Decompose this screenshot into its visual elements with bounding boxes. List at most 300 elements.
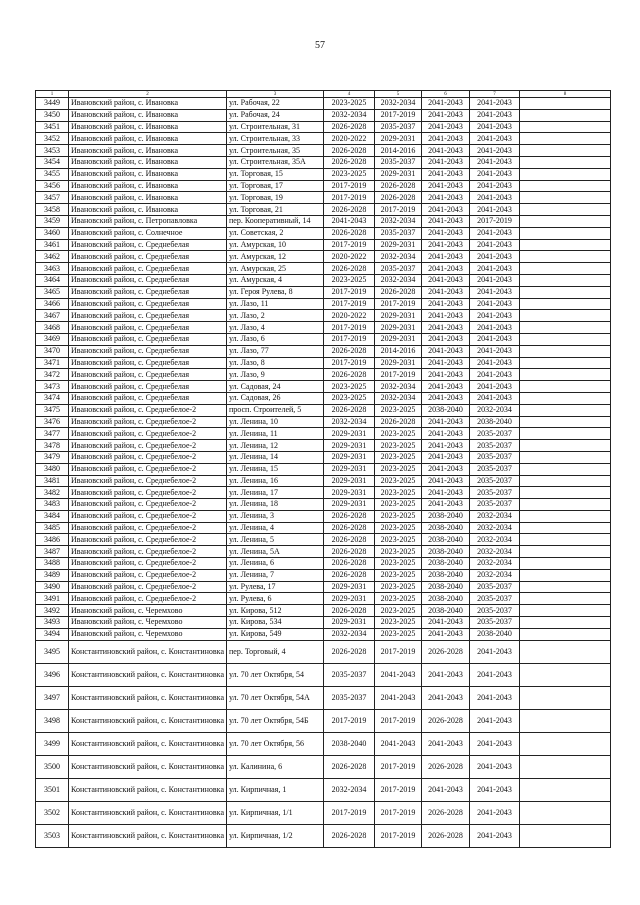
table-row <box>36 546 611 558</box>
row-period-6: 2026-2028 <box>422 824 470 847</box>
row-period-7: 2041-2043 <box>470 239 520 251</box>
row-period-7: 2032-2034 <box>470 534 520 546</box>
row-address: ул. Ленина, 4 <box>227 522 324 534</box>
row-period-5: 2023-2025 <box>375 463 422 475</box>
row-number: 3453 <box>36 145 69 157</box>
row-period-5: 2029-2031 <box>375 133 422 145</box>
table-row <box>36 345 611 357</box>
row-column-8 <box>520 499 611 511</box>
row-period-5: 2035-2037 <box>375 121 422 133</box>
table-row <box>36 133 611 145</box>
row-period-6: 2038-2040 <box>422 605 470 617</box>
row-address: ул. Торговая, 15 <box>227 168 324 180</box>
row-period-5: 2026-2028 <box>375 192 422 204</box>
row-period-7: 2041-2043 <box>470 392 520 404</box>
table-row <box>36 404 611 416</box>
row-address: ул. Строительная, 31 <box>227 121 324 133</box>
row-period-7: 2032-2034 <box>470 558 520 570</box>
row-location: Ивановский район, с. Среднебелое-2 <box>69 428 227 440</box>
row-location: Ивановский район, с. Среднебелая <box>69 369 227 381</box>
row-column-8 <box>520 204 611 216</box>
row-number: 3470 <box>36 345 69 357</box>
row-period-7: 2041-2043 <box>470 333 520 345</box>
row-period-6: 2041-2043 <box>422 251 470 263</box>
row-address: ул. Торговая, 17 <box>227 180 324 192</box>
row-period-5: 2017-2019 <box>375 755 422 778</box>
row-period-6: 2041-2043 <box>422 204 470 216</box>
table-row <box>36 440 611 452</box>
row-number: 3494 <box>36 628 69 640</box>
row-number: 3490 <box>36 581 69 593</box>
row-period-4: 2026-2028 <box>324 605 375 617</box>
table-row <box>36 357 611 369</box>
row-period-6: 2041-2043 <box>422 663 470 686</box>
row-address: ул. Ленина, 10 <box>227 416 324 428</box>
row-column-8 <box>520 416 611 428</box>
row-period-4: 2017-2019 <box>324 239 375 251</box>
row-period-7: 2035-2037 <box>470 499 520 511</box>
table-row <box>36 510 611 522</box>
table-row <box>36 369 611 381</box>
row-period-7: 2032-2034 <box>470 522 520 534</box>
row-period-5: 2023-2025 <box>375 581 422 593</box>
row-location: Ивановский район, с. Среднебелая <box>69 310 227 322</box>
row-period-5: 2023-2025 <box>375 558 422 570</box>
row-period-6: 2041-2043 <box>422 274 470 286</box>
row-column-8 <box>520 686 611 709</box>
row-period-5: 2026-2028 <box>375 286 422 298</box>
row-period-6: 2038-2040 <box>422 534 470 546</box>
row-period-4: 2029-2031 <box>324 428 375 440</box>
row-period-5: 2017-2019 <box>375 369 422 381</box>
row-column-8 <box>520 322 611 334</box>
row-number: 3485 <box>36 522 69 534</box>
row-period-4: 2020-2022 <box>324 133 375 145</box>
row-period-4: 2029-2031 <box>324 463 375 475</box>
row-number: 3464 <box>36 274 69 286</box>
row-column-8 <box>520 168 611 180</box>
row-period-4: 2029-2031 <box>324 499 375 511</box>
row-period-5: 2023-2025 <box>375 522 422 534</box>
row-number: 3466 <box>36 298 69 310</box>
row-period-4: 2026-2028 <box>324 121 375 133</box>
table-row <box>36 109 611 121</box>
row-period-4: 2026-2028 <box>324 546 375 558</box>
row-number: 3503 <box>36 824 69 847</box>
row-column-8 <box>520 98 611 110</box>
row-location: Ивановский район, с. Петропавловка <box>69 215 227 227</box>
row-period-6: 2041-2043 <box>422 145 470 157</box>
row-number: 3492 <box>36 605 69 617</box>
row-address: ул. Калинина, 6 <box>227 755 324 778</box>
table-row <box>36 534 611 546</box>
row-number: 3456 <box>36 180 69 192</box>
row-column-8 <box>520 145 611 157</box>
row-address: ул. Ленина, 7 <box>227 569 324 581</box>
row-period-5: 2017-2019 <box>375 640 422 663</box>
row-period-5: 2041-2043 <box>375 686 422 709</box>
row-column-8 <box>520 617 611 629</box>
row-period-6: 2041-2043 <box>422 428 470 440</box>
table-row <box>36 192 611 204</box>
row-location: Ивановский район, с. Среднебелое-2 <box>69 463 227 475</box>
row-column-8 <box>520 558 611 570</box>
row-number: 3500 <box>36 755 69 778</box>
row-number: 3478 <box>36 440 69 452</box>
table-row <box>36 168 611 180</box>
row-number: 3489 <box>36 569 69 581</box>
row-period-5: 2029-2031 <box>375 333 422 345</box>
table-row <box>36 156 611 168</box>
row-column-8 <box>520 663 611 686</box>
row-column-8 <box>520 251 611 263</box>
row-number: 3501 <box>36 778 69 801</box>
row-column-8 <box>520 121 611 133</box>
row-location: Ивановский район, с. Среднебелое-2 <box>69 534 227 546</box>
row-period-6: 2041-2043 <box>422 180 470 192</box>
row-column-8 <box>520 369 611 381</box>
row-period-7: 2032-2034 <box>470 404 520 416</box>
row-column-8 <box>520 180 611 192</box>
row-period-6: 2026-2028 <box>422 709 470 732</box>
row-location: Ивановский район, с. Ивановка <box>69 156 227 168</box>
column-number-row <box>36 91 611 98</box>
row-period-4: 2026-2028 <box>324 345 375 357</box>
row-column-8 <box>520 381 611 393</box>
row-column-8 <box>520 581 611 593</box>
row-location: Ивановский район, с. Среднебелое-2 <box>69 569 227 581</box>
row-period-5: 2017-2019 <box>375 109 422 121</box>
row-period-7: 2038-2040 <box>470 416 520 428</box>
row-column-8 <box>520 227 611 239</box>
row-period-7: 2041-2043 <box>470 732 520 755</box>
column-number: 1 <box>36 91 69 98</box>
row-period-7: 2035-2037 <box>470 451 520 463</box>
row-location: Ивановский район, с. Среднебелая <box>69 345 227 357</box>
row-period-7: 2041-2043 <box>470 357 520 369</box>
table-row <box>36 286 611 298</box>
row-address: ул. 70 лет Октября, 54Б <box>227 709 324 732</box>
row-period-6: 2041-2043 <box>422 98 470 110</box>
row-period-4: 2017-2019 <box>324 298 375 310</box>
row-period-5: 2035-2037 <box>375 156 422 168</box>
row-number: 3455 <box>36 168 69 180</box>
row-period-4: 2029-2031 <box>324 617 375 629</box>
row-column-8 <box>520 310 611 322</box>
row-number: 3457 <box>36 192 69 204</box>
row-period-6: 2041-2043 <box>422 215 470 227</box>
row-period-5: 2014-2016 <box>375 345 422 357</box>
table-row <box>36 204 611 216</box>
row-period-5: 2026-2028 <box>375 416 422 428</box>
row-period-4: 2023-2025 <box>324 274 375 286</box>
row-period-5: 2023-2025 <box>375 451 422 463</box>
row-column-8 <box>520 440 611 452</box>
row-period-6: 2041-2043 <box>422 392 470 404</box>
row-number: 3449 <box>36 98 69 110</box>
row-period-4: 2017-2019 <box>324 709 375 732</box>
table-row <box>36 428 611 440</box>
row-period-6: 2041-2043 <box>422 192 470 204</box>
table-row <box>36 778 611 801</box>
column-number: 4 <box>324 91 375 98</box>
row-address: ул. Кирпичная, 1/1 <box>227 801 324 824</box>
row-address: ул. Ленина, 15 <box>227 463 324 475</box>
row-period-4: 2032-2034 <box>324 628 375 640</box>
row-number: 3480 <box>36 463 69 475</box>
table-row <box>36 522 611 534</box>
row-period-5: 2017-2019 <box>375 204 422 216</box>
row-address: ул. Лазо, 9 <box>227 369 324 381</box>
column-number: 5 <box>375 91 422 98</box>
row-period-7: 2035-2037 <box>470 428 520 440</box>
row-period-6: 2041-2043 <box>422 463 470 475</box>
row-period-4: 2032-2034 <box>324 109 375 121</box>
row-number: 3474 <box>36 392 69 404</box>
row-number: 3473 <box>36 381 69 393</box>
row-location: Ивановский район, с. Среднебелое-2 <box>69 440 227 452</box>
row-period-6: 2041-2043 <box>422 109 470 121</box>
row-period-5: 2035-2037 <box>375 263 422 275</box>
row-period-6: 2041-2043 <box>422 451 470 463</box>
row-period-7: 2041-2043 <box>470 755 520 778</box>
row-address: ул. Кирова, 534 <box>227 617 324 629</box>
row-address: ул. Ленина, 14 <box>227 451 324 463</box>
row-period-5: 2023-2025 <box>375 534 422 546</box>
row-address: ул. Садовая, 26 <box>227 392 324 404</box>
row-location: Константиновский район, с. Константиновка <box>69 801 227 824</box>
row-period-6: 2041-2043 <box>422 286 470 298</box>
row-number: 3481 <box>36 475 69 487</box>
row-period-4: 2023-2025 <box>324 381 375 393</box>
row-period-4: 2026-2028 <box>324 156 375 168</box>
row-period-4: 2023-2025 <box>324 392 375 404</box>
row-period-6: 2041-2043 <box>422 381 470 393</box>
row-period-4: 2017-2019 <box>324 286 375 298</box>
row-address: ул. Рабочая, 22 <box>227 98 324 110</box>
row-column-8 <box>520 546 611 558</box>
row-period-7: 2035-2037 <box>470 581 520 593</box>
row-address: ул. 70 лет Октября, 54А <box>227 686 324 709</box>
row-period-7: 2041-2043 <box>470 686 520 709</box>
row-period-4: 2041-2043 <box>324 215 375 227</box>
row-period-6: 2041-2043 <box>422 416 470 428</box>
row-address: ул. Рулева, 17 <box>227 581 324 593</box>
row-column-8 <box>520 239 611 251</box>
row-number: 3462 <box>36 251 69 263</box>
row-period-5: 2023-2025 <box>375 593 422 605</box>
row-period-7: 2041-2043 <box>470 109 520 121</box>
row-period-5: 2017-2019 <box>375 824 422 847</box>
row-period-7: 2041-2043 <box>470 227 520 239</box>
row-period-4: 2020-2022 <box>324 251 375 263</box>
row-period-7: 2041-2043 <box>470 778 520 801</box>
row-period-5: 2023-2025 <box>375 440 422 452</box>
row-address: ул. Амурская, 4 <box>227 274 324 286</box>
row-number: 3467 <box>36 310 69 322</box>
row-location: Ивановский район, с. Среднебелая <box>69 381 227 393</box>
row-location: Ивановский район, с. Ивановка <box>69 133 227 145</box>
table-row <box>36 732 611 755</box>
row-period-5: 2023-2025 <box>375 499 422 511</box>
row-number: 3459 <box>36 215 69 227</box>
row-location: Ивановский район, с. Среднебелая <box>69 239 227 251</box>
row-number: 3476 <box>36 416 69 428</box>
row-period-7: 2041-2043 <box>470 251 520 263</box>
table-row <box>36 263 611 275</box>
row-column-8 <box>520 451 611 463</box>
row-period-6: 2041-2043 <box>422 133 470 145</box>
row-period-5: 2032-2034 <box>375 98 422 110</box>
row-location: Ивановский район, с. Среднебелое-2 <box>69 487 227 499</box>
row-period-4: 2023-2025 <box>324 168 375 180</box>
row-period-5: 2041-2043 <box>375 663 422 686</box>
row-period-7: 2032-2034 <box>470 546 520 558</box>
row-period-4: 2026-2028 <box>324 204 375 216</box>
row-address: ул. Лазо, 4 <box>227 322 324 334</box>
table-row <box>36 558 611 570</box>
table-row <box>36 239 611 251</box>
row-address: ул. Ленина, 3 <box>227 510 324 522</box>
row-period-6: 2041-2043 <box>422 778 470 801</box>
row-number: 3452 <box>36 133 69 145</box>
row-period-7: 2041-2043 <box>470 156 520 168</box>
row-period-4: 2032-2034 <box>324 416 375 428</box>
row-period-7: 2041-2043 <box>470 98 520 110</box>
row-period-4: 2035-2037 <box>324 663 375 686</box>
row-location: Ивановский район, с. Ивановка <box>69 109 227 121</box>
table-row <box>36 227 611 239</box>
row-address: ул. Героя Рулева, 8 <box>227 286 324 298</box>
row-period-6: 2038-2040 <box>422 593 470 605</box>
table-row <box>36 581 611 593</box>
row-period-6: 2041-2043 <box>422 156 470 168</box>
row-number: 3463 <box>36 263 69 275</box>
row-period-4: 2029-2031 <box>324 451 375 463</box>
row-period-6: 2041-2043 <box>422 487 470 499</box>
row-number: 3451 <box>36 121 69 133</box>
table-row <box>36 215 611 227</box>
row-column-8 <box>520 593 611 605</box>
row-period-7: 2032-2034 <box>470 569 520 581</box>
row-period-5: 2029-2031 <box>375 168 422 180</box>
table-row <box>36 617 611 629</box>
table-row <box>36 416 611 428</box>
row-period-7: 2041-2043 <box>470 298 520 310</box>
row-location: Ивановский район, с. Ивановка <box>69 204 227 216</box>
row-number: 3486 <box>36 534 69 546</box>
table-row <box>36 121 611 133</box>
row-period-7: 2017-2019 <box>470 215 520 227</box>
row-period-5: 2023-2025 <box>375 628 422 640</box>
row-address: ул. 70 лет Октября, 56 <box>227 732 324 755</box>
row-number: 3491 <box>36 593 69 605</box>
row-period-6: 2041-2043 <box>422 369 470 381</box>
table-row <box>36 640 611 663</box>
row-column-8 <box>520 215 611 227</box>
row-location: Ивановский район, с. Солнечное <box>69 227 227 239</box>
row-address: ул. Лазо, 8 <box>227 357 324 369</box>
row-address: ул. Кирпичная, 1 <box>227 778 324 801</box>
column-number: 2 <box>69 91 227 98</box>
row-period-5: 2017-2019 <box>375 801 422 824</box>
row-period-5: 2032-2034 <box>375 215 422 227</box>
row-location: Ивановский район, с. Среднебелая <box>69 298 227 310</box>
row-period-4: 2026-2028 <box>324 640 375 663</box>
row-period-6: 2041-2043 <box>422 440 470 452</box>
row-address: ул. Ленина, 18 <box>227 499 324 511</box>
table-row <box>36 298 611 310</box>
row-period-4: 2017-2019 <box>324 322 375 334</box>
row-column-8 <box>520 133 611 145</box>
row-period-4: 2026-2028 <box>324 263 375 275</box>
row-location: Ивановский район, с. Среднебелая <box>69 274 227 286</box>
row-address: ул. Кирова, 549 <box>227 628 324 640</box>
row-period-7: 2041-2043 <box>470 310 520 322</box>
column-number: 8 <box>520 91 611 98</box>
row-period-5: 2023-2025 <box>375 510 422 522</box>
row-period-6: 2041-2043 <box>422 617 470 629</box>
row-period-7: 2035-2037 <box>470 487 520 499</box>
row-period-7: 2035-2037 <box>470 617 520 629</box>
row-address: ул. Лазо, 77 <box>227 345 324 357</box>
row-column-8 <box>520 605 611 617</box>
row-period-7: 2035-2037 <box>470 593 520 605</box>
row-column-8 <box>520 463 611 475</box>
row-period-7: 2035-2037 <box>470 463 520 475</box>
row-period-7: 2041-2043 <box>470 709 520 732</box>
row-period-4: 2017-2019 <box>324 801 375 824</box>
row-location: Ивановский район, с. Ивановка <box>69 180 227 192</box>
row-period-4: 2029-2031 <box>324 475 375 487</box>
row-address: пер. Торговый, 4 <box>227 640 324 663</box>
row-number: 3454 <box>36 156 69 168</box>
row-period-6: 2038-2040 <box>422 558 470 570</box>
row-column-8 <box>520 640 611 663</box>
row-location: Ивановский район, с. Среднебелое-2 <box>69 581 227 593</box>
row-number: 3495 <box>36 640 69 663</box>
row-period-5: 2035-2037 <box>375 227 422 239</box>
row-column-8 <box>520 109 611 121</box>
row-period-4: 2026-2028 <box>324 755 375 778</box>
row-location: Константиновский район, с. Константиновка <box>69 824 227 847</box>
row-period-6: 2041-2043 <box>422 357 470 369</box>
row-period-6: 2038-2040 <box>422 546 470 558</box>
row-period-6: 2038-2040 <box>422 581 470 593</box>
row-period-6: 2041-2043 <box>422 263 470 275</box>
row-number: 3472 <box>36 369 69 381</box>
row-period-6: 2041-2043 <box>422 227 470 239</box>
row-period-4: 2026-2028 <box>324 227 375 239</box>
table-row <box>36 145 611 157</box>
row-address: ул. Ленина, 5А <box>227 546 324 558</box>
row-address: ул. Ленина, 11 <box>227 428 324 440</box>
row-number: 3479 <box>36 451 69 463</box>
row-location: Ивановский район, с. Среднебелое-2 <box>69 499 227 511</box>
row-column-8 <box>520 392 611 404</box>
table-row <box>36 663 611 686</box>
row-address: ул. Строительная, 33 <box>227 133 324 145</box>
row-period-7: 2041-2043 <box>470 345 520 357</box>
row-location: Ивановский район, с. Среднебелая <box>69 322 227 334</box>
row-number: 3477 <box>36 428 69 440</box>
row-column-8 <box>520 333 611 345</box>
row-period-4: 2026-2028 <box>324 534 375 546</box>
row-column-8 <box>520 404 611 416</box>
table-row <box>36 605 611 617</box>
row-period-5: 2032-2034 <box>375 381 422 393</box>
row-number: 3483 <box>36 499 69 511</box>
